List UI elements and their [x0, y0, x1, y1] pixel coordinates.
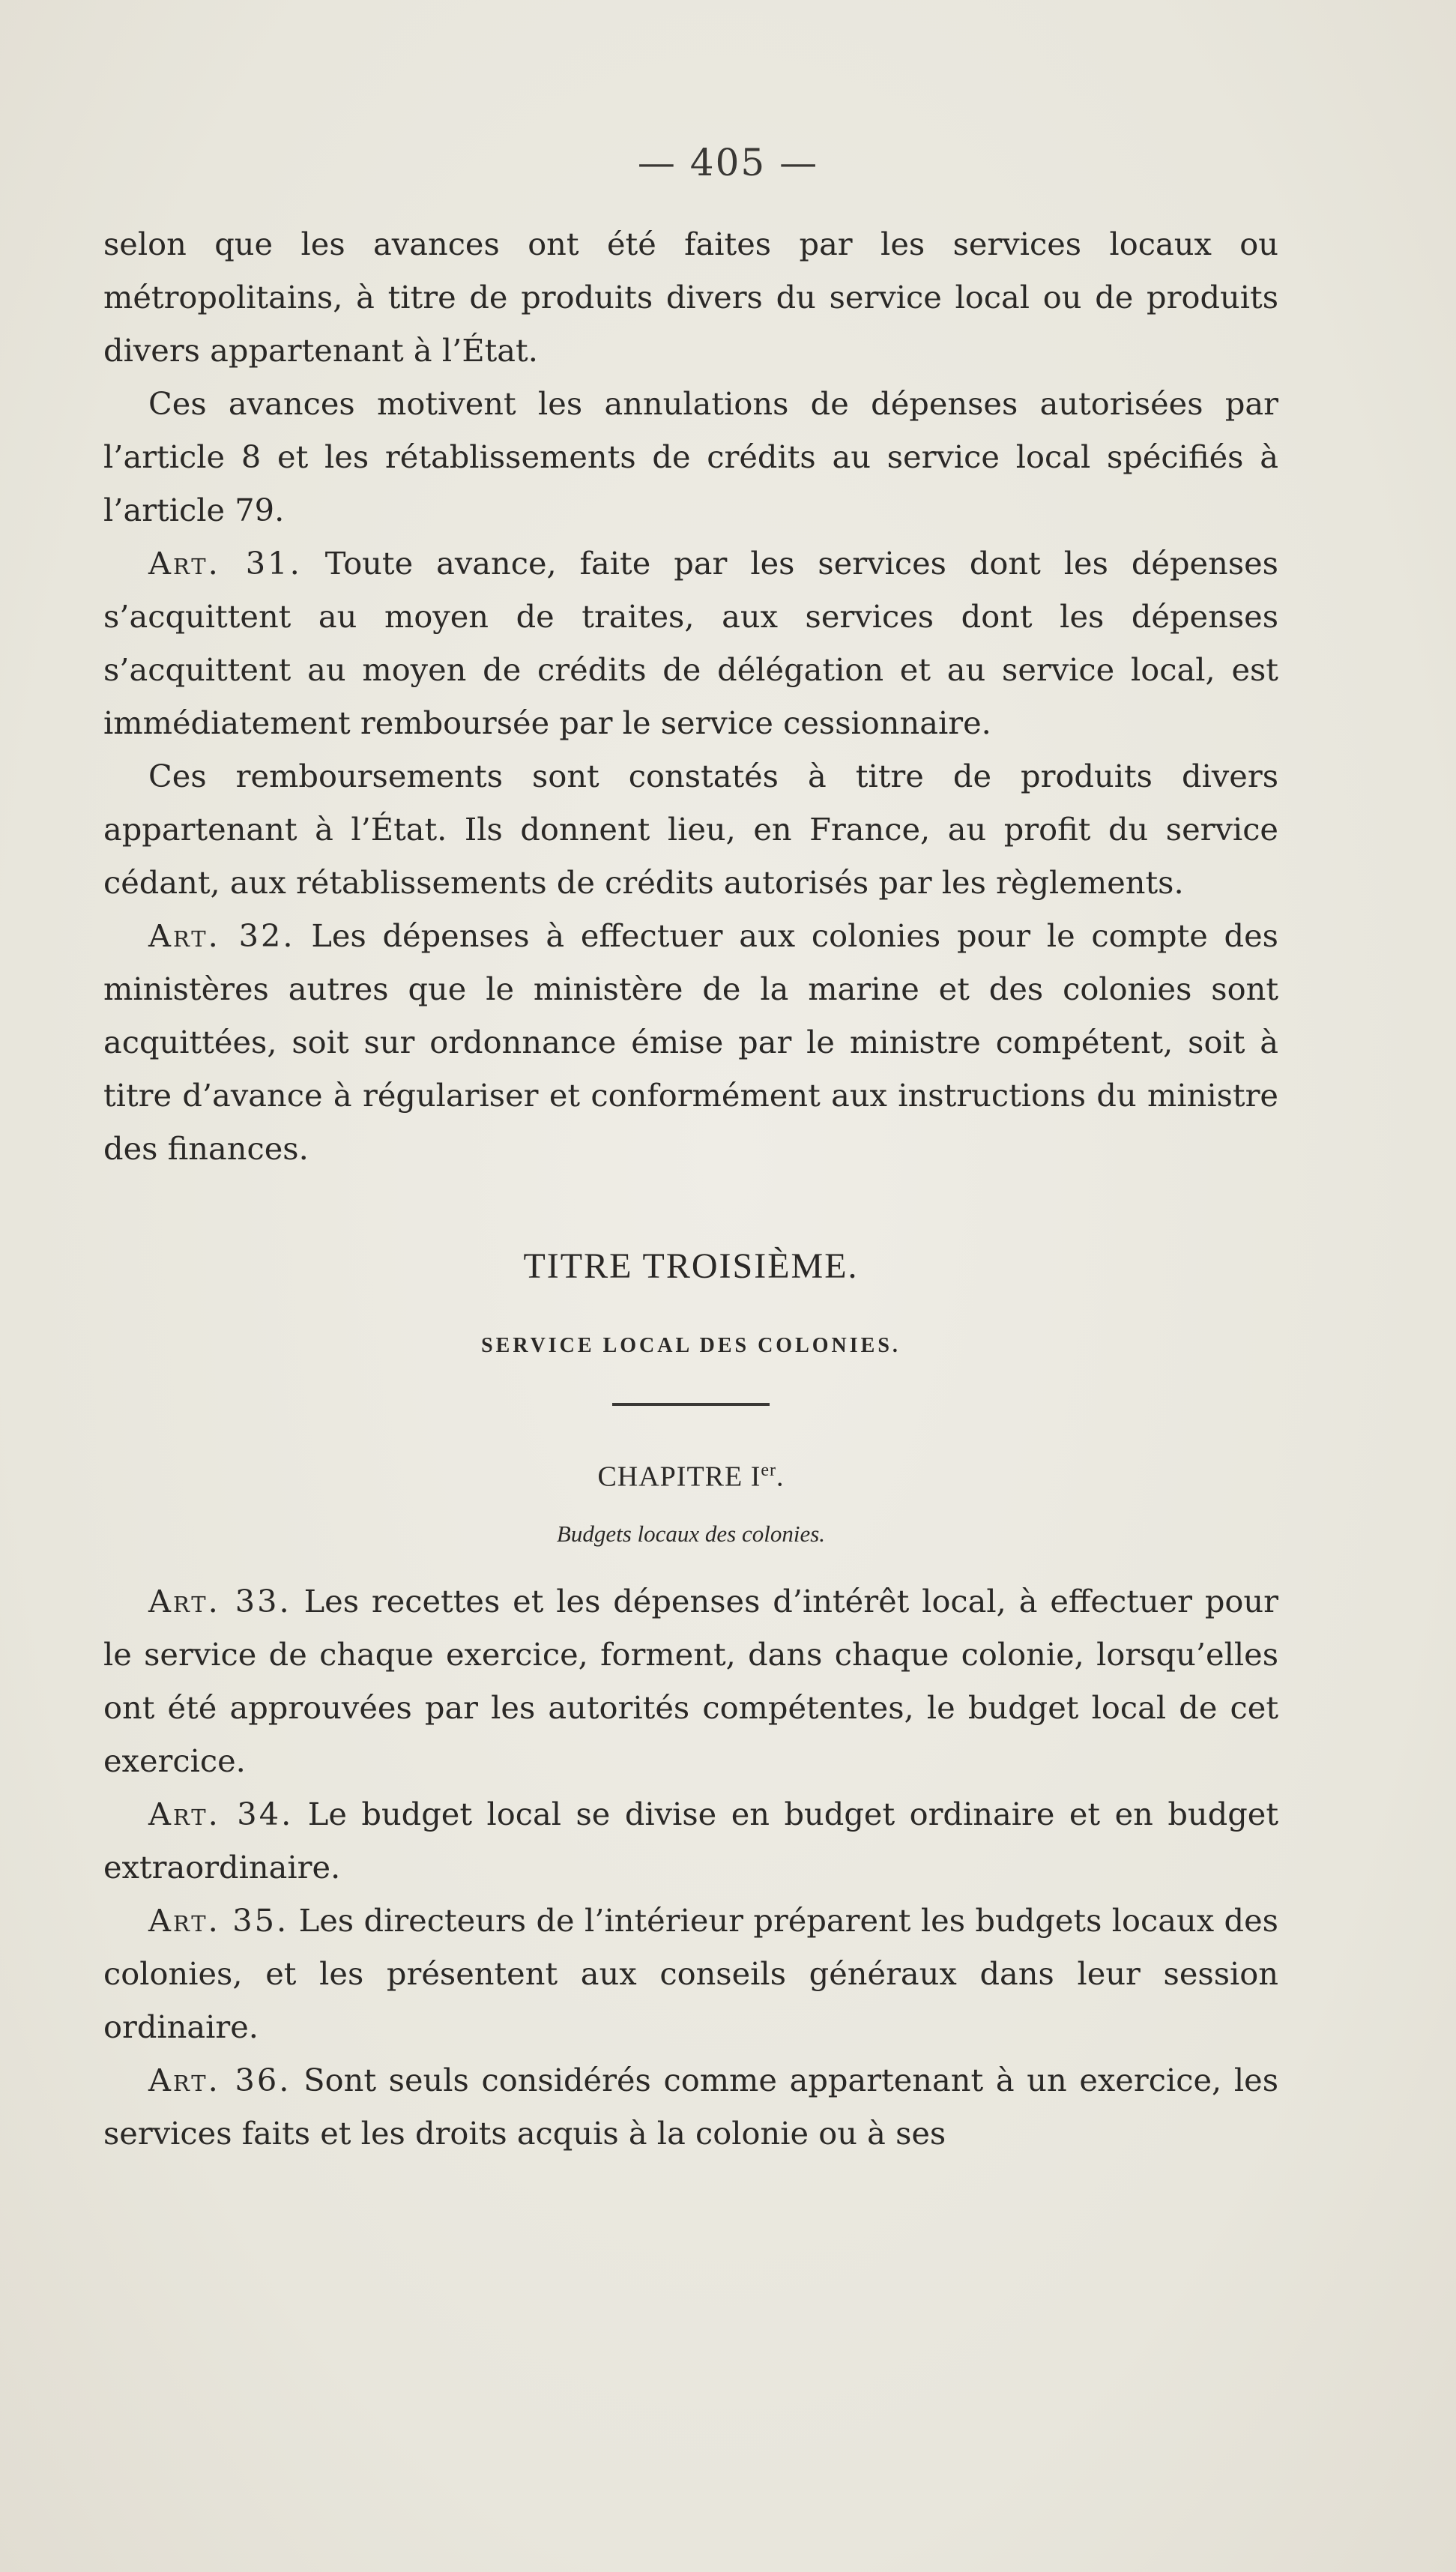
article-35: [103, 1894, 1278, 2053]
page-body: [103, 217, 1278, 2160]
divider-rule: [612, 1403, 770, 1406]
chapter-heading: [103, 1452, 1278, 1495]
article-text: Sont seuls considérés comme appartenant à un exercice, les services faits et les droits acquis à la colonie ou à ses: [103, 2061, 1279, 2152]
article-text: Toute avance, faite par les services dont les dépenses s’acquittent au moyen de traites, aux services dont les dépenses s’acquittent au moyen de crédits de délégation et au service local, est immédiatement remboursée par le service cessionnaire.: [103, 545, 1278, 741]
article-label: Art. 36.: [148, 2061, 291, 2098]
chapter-superscript: er: [761, 1461, 777, 1480]
article-label: Art. 32.: [148, 917, 295, 954]
paragraph-text: selon que les avances ont été faites par les services locaux ou métropolitains, à titre de produits divers du service local ou de produits divers appartenant à l’État.: [103, 226, 1278, 369]
article-label: Art. 33.: [148, 1582, 291, 1619]
article-label: Art. 31.: [148, 545, 302, 582]
article-text: Les dépenses à effectuer aux colonies pour le compte des ministères autres que le ministère de la marine et des colonies sont acquittées, soit sur ordonnance émise par le ministre compétent, soit à titre d’avance à régulariser et conformément aux instructions du ministre des finances.: [103, 917, 1278, 1167]
article-32: [103, 909, 1278, 1175]
article-36: [103, 2053, 1278, 2160]
paragraph: [103, 749, 1278, 909]
section-heading: SERVICE LOCAL DES COLONIES.: [481, 1334, 901, 1357]
paragraph: [103, 377, 1278, 537]
article-34: [103, 1787, 1278, 1894]
article-31: [103, 537, 1278, 749]
paragraph-continuation: [103, 217, 1278, 377]
article-label: Art. 35.: [148, 1901, 289, 1939]
chapter-punctuation: .: [776, 1461, 785, 1493]
article-text: Le budget local se divise en budget ordinaire et en budget extraordinaire.: [103, 1795, 1278, 1886]
paragraph-text: Ces remboursements sont constatés à titre de produits divers appartenant à l’État. Ils donnent lieu, en France, au profit du service cédant, aux rétablissements de crédits autorisés par les règlements.: [103, 758, 1278, 901]
chapter-text: CHAPITRE I: [597, 1461, 761, 1493]
article-label: Art. 34.: [148, 1795, 294, 1832]
chapter-subtitle: Budgets locaux des colonies.: [556, 1520, 826, 1547]
article-33: [103, 1575, 1278, 1787]
paragraph-text: Ces avances motivent les annulations de dépenses autorisées par l’article 8 et les rétablissements de crédits au service local spécifiés à l’article 79.: [103, 385, 1278, 528]
article-text: Les recettes et les dépenses d’intérêt local, à effectuer pour le service de chaque exercice, forment, dans chaque colonie, lorsqu’elles ont été approuvées par les autorités compétentes, le budget local de cet exercice.: [103, 1582, 1278, 1779]
title-heading: TITRE TROISIÈME.: [523, 1246, 859, 1286]
article-text: Les directeurs de l’intérieur préparent les budgets locaux des colonies, et les présentent aux conseils généraux dans leur session ordinaire.: [103, 1901, 1278, 2045]
page-number: — 405 —: [637, 141, 819, 184]
